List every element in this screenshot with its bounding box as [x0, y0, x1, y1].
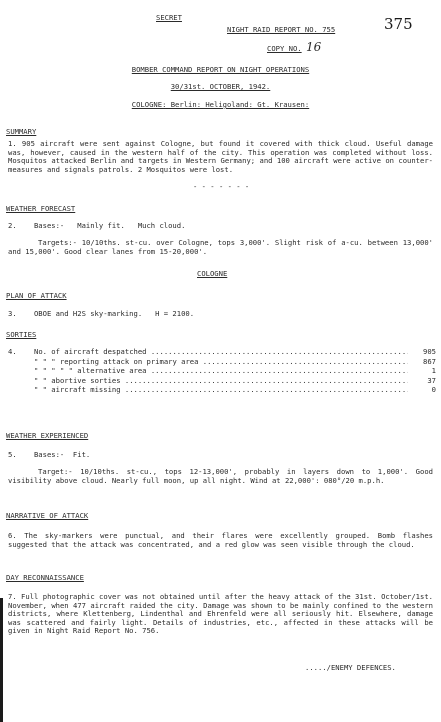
plan-of-attack-heading: PLAN OF ATTACK — [6, 291, 67, 300]
summary-divider: - - - - - - - — [193, 182, 250, 191]
page-number: 375 — [384, 15, 413, 33]
plan-of-attack-text: 3. OBOE and H2S sky-marking. H = 2100. — [8, 309, 195, 318]
day-reconnaissance-text: 7. Full photographic cover was not obtained until after the heavy attack of the 31st. October/1st. November, when 477 aircraft raided the city. Damage was shown to be mainly confined to the western districts, where Klettenberg, Lindenthal and Ehrenfeld were all seriously hit. Elsewhere, damage was scattered and fairly light. Details of industries, etc., affected in these attacks will be given in Night Raid Report No. 756. — [8, 592, 433, 636]
summary-text: 1. 905 aircraft were sent against Cologne, but found it covered with thick cloud. Useful damage was, however, caused in the western half of the city. This operation was completed without loss. Mosquitos attacked Berlin and targets in Western Germany; and 100 aircraft were active on counter-measures and signals patrols. 2 Mosquitos were lost. — [8, 139, 433, 174]
copy-number-prefix: COPY NO. — [267, 44, 302, 53]
copy-number-handwritten: 16 — [305, 40, 322, 54]
copy-number-line — [267, 40, 322, 54]
continuation-footer: ...../ENEMY DEFENCES. — [305, 663, 396, 672]
day-reconnaissance-heading: DAY RECONNAISSANCE — [6, 573, 84, 582]
report-title: BOMBER COMMAND REPORT ON NIGHT OPERATIONS — [131, 65, 310, 74]
sorties-table — [8, 348, 440, 396]
weather-forecast-heading: WEATHER FORECAST — [6, 204, 76, 213]
weather-experienced-bases: 5. Bases:- Fit. — [8, 450, 91, 459]
sorties-row: 4. No. of aircraft despatched ..... 905 — [8, 348, 440, 358]
summary-heading: SUMMARY — [6, 127, 37, 136]
section-cologne: COLOGNE — [197, 269, 228, 278]
classification-label: SECRET — [156, 13, 182, 22]
sorties-row: " " " reporting attack on primary area ..... 867 — [8, 358, 440, 368]
targets-line: COLOGNE: Berlin: Heligoland: Gt. Krausen: — [131, 100, 310, 109]
sorties-row: " " " " " alternative area ..... 1 — [8, 367, 440, 377]
weather-forecast-targets: Targets:- 10/10ths. st-cu. over Cologne, tops 3,000'. Slight risk of a-cu. between 13,000' and 15,000'. Good clear lanes from 15-20,000'. — [8, 238, 433, 256]
sorties-row: " " aircraft missing ..... 0 — [8, 386, 440, 396]
weather-forecast-bases: 2. Bases:- Mainly fit. Much cloud. — [8, 221, 186, 230]
report-reference: NIGHT RAID REPORT NO. 755 — [227, 25, 336, 34]
weather-experienced-target: Target:- 10/10ths. st-cu., tops 12-13,000', probably in layers down to 1,000'. Good visibility above cloud. Nearly full moon, up all night. Wind at 22,000': 080°/20 m.p.h. — [8, 467, 433, 485]
sorties-row: " " abortive sorties ..... 37 — [8, 377, 440, 387]
sorties-heading: SORTIES — [6, 330, 37, 339]
narrative-text: 6. The sky-markers were punctual, and their flares were excellently grouped. Bomb flashes suggested that the attack was concentrated, and a red glow was seen visible through the cloud. — [8, 531, 433, 549]
report-date: 30/31st. OCTOBER, 1942. — [170, 82, 271, 91]
narrative-heading: NARRATIVE OF ATTACK — [6, 511, 89, 520]
scan-edge-bar — [0, 598, 3, 722]
weather-experienced-heading: WEATHER EXPERIENCED — [6, 431, 89, 440]
